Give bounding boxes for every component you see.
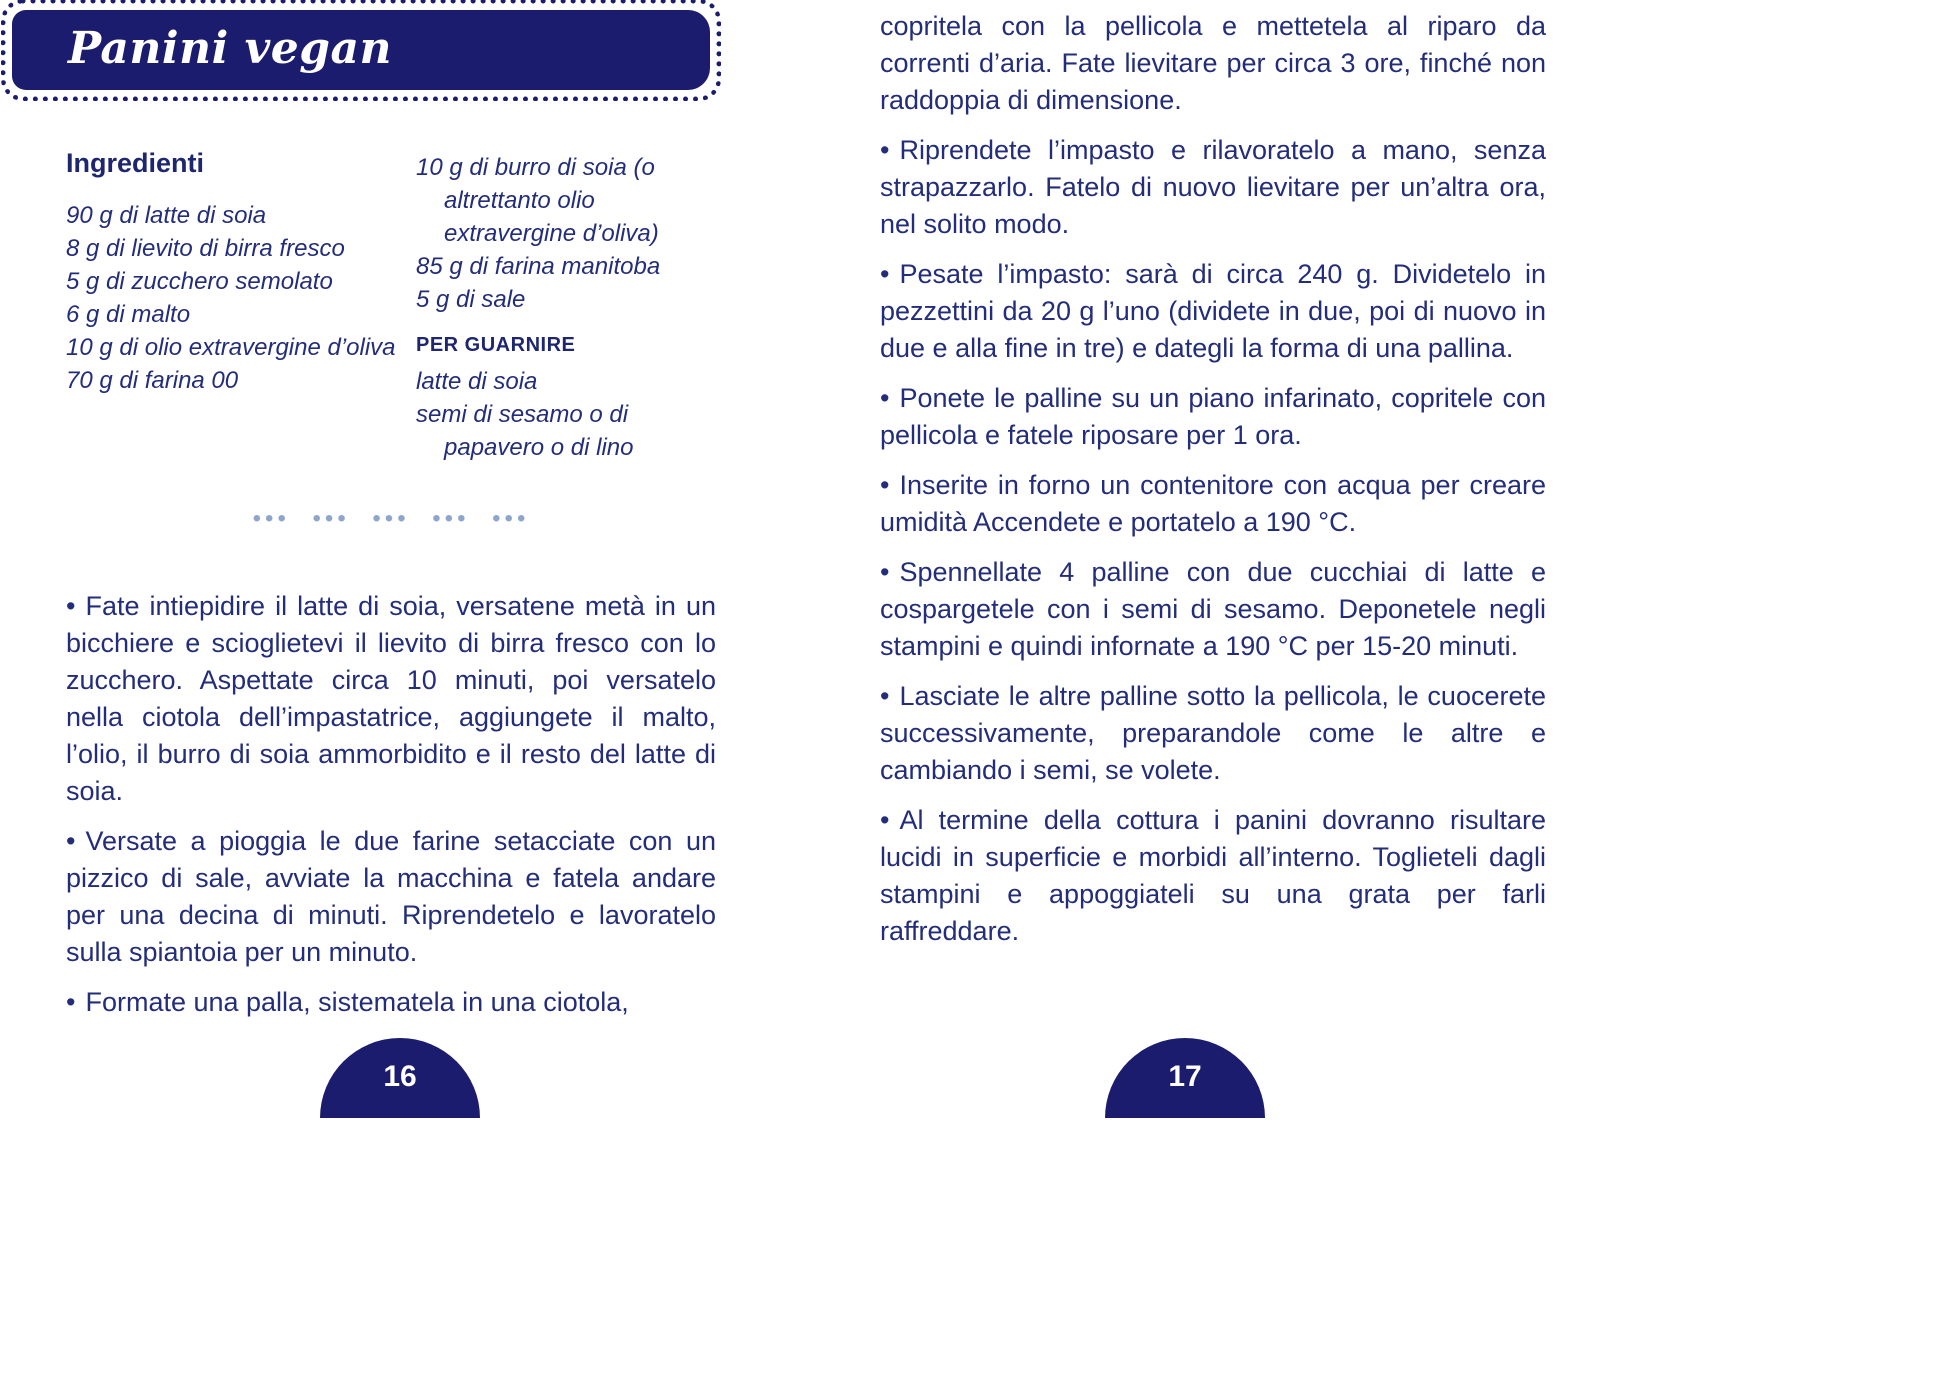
bullet-glyph: • [66,591,76,621]
step-text: copritela con la pellicola e mettetela al riparo da correnti d’aria. Fate lievitare per circa 3 ore, finché non raddoppia di dimensione. [880,11,1546,115]
ingredients-section [66,148,726,464]
right-page-body [880,8,1546,963]
ingredient-item: 5 g di sale [416,286,526,313]
garnish-heading: PER GUARNIRE [416,334,576,356]
ingredient-item: 10 g di burro di soia (o altrettanto olio extravergine d’oliva) [416,154,659,247]
recipe-step [66,823,716,971]
ingredients-column-1 [66,148,416,464]
step-text: Pesate l’impasto: sarà di circa 240 g. Dividetelo in pezzettini da 20 g l’uno (dividete in due, poi di nuovo in due e alla fine in tre) e dategli la forma di una pallina. [880,259,1546,363]
dots-divider: ••• ••• ••• ••• ••• [252,505,530,532]
bullet-glyph: • [66,987,76,1017]
ingredient-item: 8 g di lievito di birra fresco [66,235,345,262]
ingredient-item: 70 g di farina 00 [66,367,239,394]
bullet-glyph: • [880,681,890,711]
ingredient-item: 10 g di olio extravergine d’oliva [66,334,396,361]
bullet-glyph: • [880,805,890,835]
ingredient-item: 6 g di malto [66,301,191,328]
step-text: Al termine della cottura i panini dovranno risultare lucidi in superficie e morbidi all’interno. Toglieteli dagli stampini e appoggiateli su una grata per farli raffreddare. [880,805,1546,946]
step-text: Ponete le palline su un piano infarinato, copritele con pellicola e fatele riposare per 1 ora. [880,383,1546,450]
recipe-step [880,132,1546,243]
step-text: Versate a pioggia le due farine setacciate con un pizzico di sale, avviate la macchina e fatela andare per una decina di minuti. Riprendetelo e lavoratelo sulla spiantoia per un minuto. [66,826,716,967]
recipe-step [880,802,1546,950]
recipe-step [66,588,716,810]
ingredients-column-2 [416,148,726,464]
step-text: Inserite in forno un contenitore con acqua per creare umidità Accendete e portatelo a 190 °C. [880,470,1546,537]
bullet-glyph: • [880,135,890,165]
step-text: Riprendete l’impasto e rilavoratelo a mano, senza strapazzarlo. Fatelo di nuovo lievitare per un’altra ora, nel solito modo. [880,135,1546,239]
recipe-step [66,984,716,1021]
ingredient-item: 90 g di latte di soia [66,202,267,229]
bullet-glyph: • [880,470,890,500]
page-number-circle [320,1038,480,1118]
bullet-glyph: • [880,557,890,587]
page-number: 16 [383,1060,417,1093]
ingredients-heading: Ingredienti [66,148,205,178]
recipe-step [880,256,1546,367]
step-text: Spennellate 4 palline con due cucchiai di latte e cospargetele con i semi di sesamo. Deponetele negli stampini e quindi infornate a 190 °C per 15-20 minuti. [880,557,1546,661]
step-text: Fate intiepidire il latte di soia, versatene metà in un bicchiere e scioglietevi il lievito di birra fresco con lo zucchero. Aspettate circa 10 minuti, poi versatelo nella ciotola dell’impastatrice, aggiungete il malto, l’olio, il burro di soia ammorbidito e il resto del latte di soia. [66,591,716,806]
step-text: Lasciate le altre palline sotto la pellicola, le cuocerete successivamente, preparandole come le altre e cambiando i semi, se volete. [880,681,1546,785]
garnish-item: latte di soia [416,368,538,395]
recipe-step [880,554,1546,665]
garnish-item: semi di sesamo o di papavero o di lino [416,401,634,461]
recipe-step [880,467,1546,541]
page-number: 17 [1168,1060,1202,1093]
ingredient-item: 85 g di farina manitoba [416,253,661,280]
bullet-glyph: • [66,826,76,856]
recipe-title: Panini vegan [68,23,392,74]
left-page-body [66,588,716,1034]
bullet-glyph: • [880,259,890,289]
ingredient-item: 5 g di zucchero semolato [66,268,333,295]
bullet-glyph: • [880,383,890,413]
recipe-step [880,8,1546,119]
recipe-step [880,678,1546,789]
step-text: Formate una palla, sistematela in una ciotola, [85,987,629,1017]
page-number-circle [1105,1038,1265,1118]
recipe-step [880,380,1546,454]
recipe-title-banner [12,10,710,90]
